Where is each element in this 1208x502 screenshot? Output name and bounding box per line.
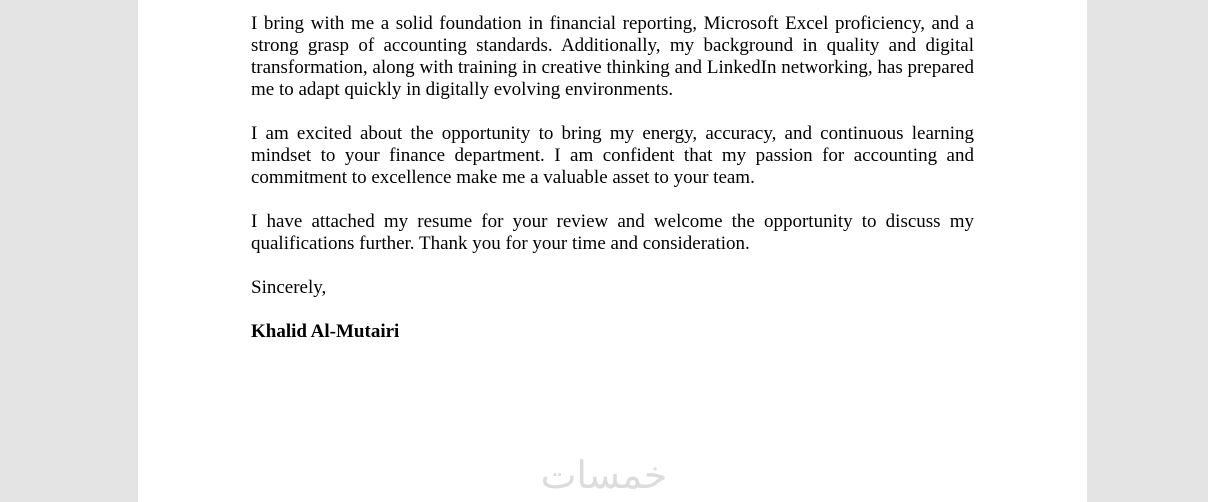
letter-signature: Khalid Al-Mutairi — [251, 321, 400, 342]
document-page — [138, 0, 1087, 502]
letter-closing: Sincerely, — [251, 277, 327, 298]
letter-body — [251, 13, 974, 343]
letter-paragraph-3: I have attached my resume for your review and welcome the opportunity to discuss my qualifications further. Thank you for your time and consideration. — [251, 211, 974, 254]
letter-paragraph-2: I am excited about the opportunity to bring my energy, accuracy, and continuous learning mindset to your finance department. I am confident that my passion for accounting and commitment to excellence make me a valuable asset to your team. — [251, 123, 974, 188]
letter-paragraph-1: I bring with me a solid foundation in financial reporting, Microsoft Excel proficiency, and a strong grasp of accounting standards. Additionally, my background in quality and digital transformation, along with training in creative thinking and LinkedIn networking, has prepared me to adapt quickly in digitally evolving environments. — [251, 13, 974, 100]
watermark-logo: خمسات — [540, 453, 668, 497]
